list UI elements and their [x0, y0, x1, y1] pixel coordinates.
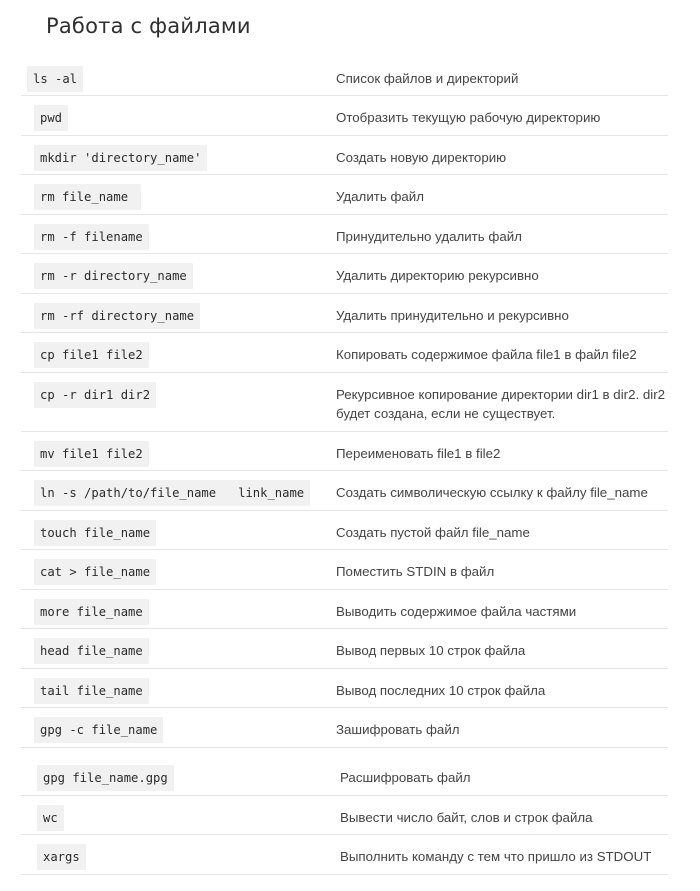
table-row — [21, 373, 668, 432]
command-code: rm file_name — [34, 184, 141, 210]
command-code: cp -r dir1 dir2 — [34, 382, 156, 408]
command-code: cat > file_name — [34, 559, 156, 585]
command-code: ls -al — [27, 66, 83, 92]
page-title: Работа с файлами — [46, 14, 251, 38]
commands-table — [21, 58, 668, 875]
command-code: wc — [37, 805, 64, 831]
command-code: cp file1 file2 — [34, 342, 149, 368]
command-description: Копировать содержимое файла file1 в файл file2 — [336, 347, 637, 362]
command-description: Принудительно удалить файл — [336, 229, 522, 244]
command-description: Выводить содержимое файла частями — [336, 604, 577, 619]
command-description: Список файлов и директорий — [336, 71, 519, 86]
table-row — [21, 756, 668, 796]
table-row — [21, 835, 668, 875]
command-description: Вывести число байт, слов и строк файла — [340, 810, 593, 825]
table-row — [21, 96, 668, 136]
command-description: Переименовать file1 в file2 — [336, 446, 501, 461]
table-row — [21, 471, 668, 511]
command-code: rm -rf directory_name — [34, 303, 200, 329]
command-description: Зашифровать файл — [336, 722, 460, 737]
command-code: tail file_name — [34, 678, 149, 704]
command-description: Поместить STDIN в файл — [336, 564, 495, 579]
command-code: xargs — [37, 844, 86, 870]
command-description: Вывод последних 10 строк файла — [336, 683, 546, 698]
command-description: Выполнить команду с тем что пришло из STDOUT — [340, 849, 652, 864]
command-description: Удалить файл — [336, 189, 424, 204]
command-code: mv file1 file2 — [34, 441, 149, 467]
command-description: Расшифровать файл — [340, 770, 471, 785]
command-description: Создать пустой файл file_name — [336, 525, 530, 540]
command-description: Создать новую директорию — [336, 150, 507, 165]
table-row — [21, 511, 668, 550]
command-description: Отобразить текущую рабочую директорию — [336, 110, 601, 125]
table-row — [21, 333, 668, 373]
table-row — [21, 58, 668, 96]
table-row — [21, 796, 668, 835]
table-row — [21, 175, 668, 215]
table-row — [21, 669, 668, 708]
command-code: head file_name — [34, 638, 149, 664]
command-description: Рекурсивное копирование директории dir1 в dir2. dir2 будет создана, если не существует. — [336, 387, 666, 421]
command-code: gpg file_name.gpg — [37, 765, 174, 791]
command-code: mkdir 'directory_name' — [34, 145, 207, 171]
table-row — [21, 294, 668, 333]
command-code: pwd — [34, 105, 68, 131]
table-row — [21, 708, 668, 748]
command-code: ln -s /path/to/file_name link_name — [34, 480, 310, 506]
command-code: rm -r directory_name — [34, 263, 193, 289]
command-description: Создать символическую ссылку к файлу file_name — [336, 485, 648, 500]
table-row — [21, 432, 668, 471]
table-row — [21, 254, 668, 294]
table-row — [21, 136, 668, 175]
table-row — [21, 215, 668, 254]
table-row — [21, 629, 668, 669]
command-description: Удалить директорию рекурсивно — [336, 268, 539, 283]
command-code: more file_name — [34, 599, 149, 625]
command-description: Удалить принудительно и рекурсивно — [336, 308, 569, 323]
command-code: gpg -c file_name — [34, 717, 163, 743]
table-row — [21, 590, 668, 629]
command-code: touch file_name — [34, 520, 156, 546]
table-row — [21, 550, 668, 590]
command-description: Вывод первых 10 строк файла — [336, 643, 526, 658]
command-code: rm -f filename — [34, 224, 149, 250]
